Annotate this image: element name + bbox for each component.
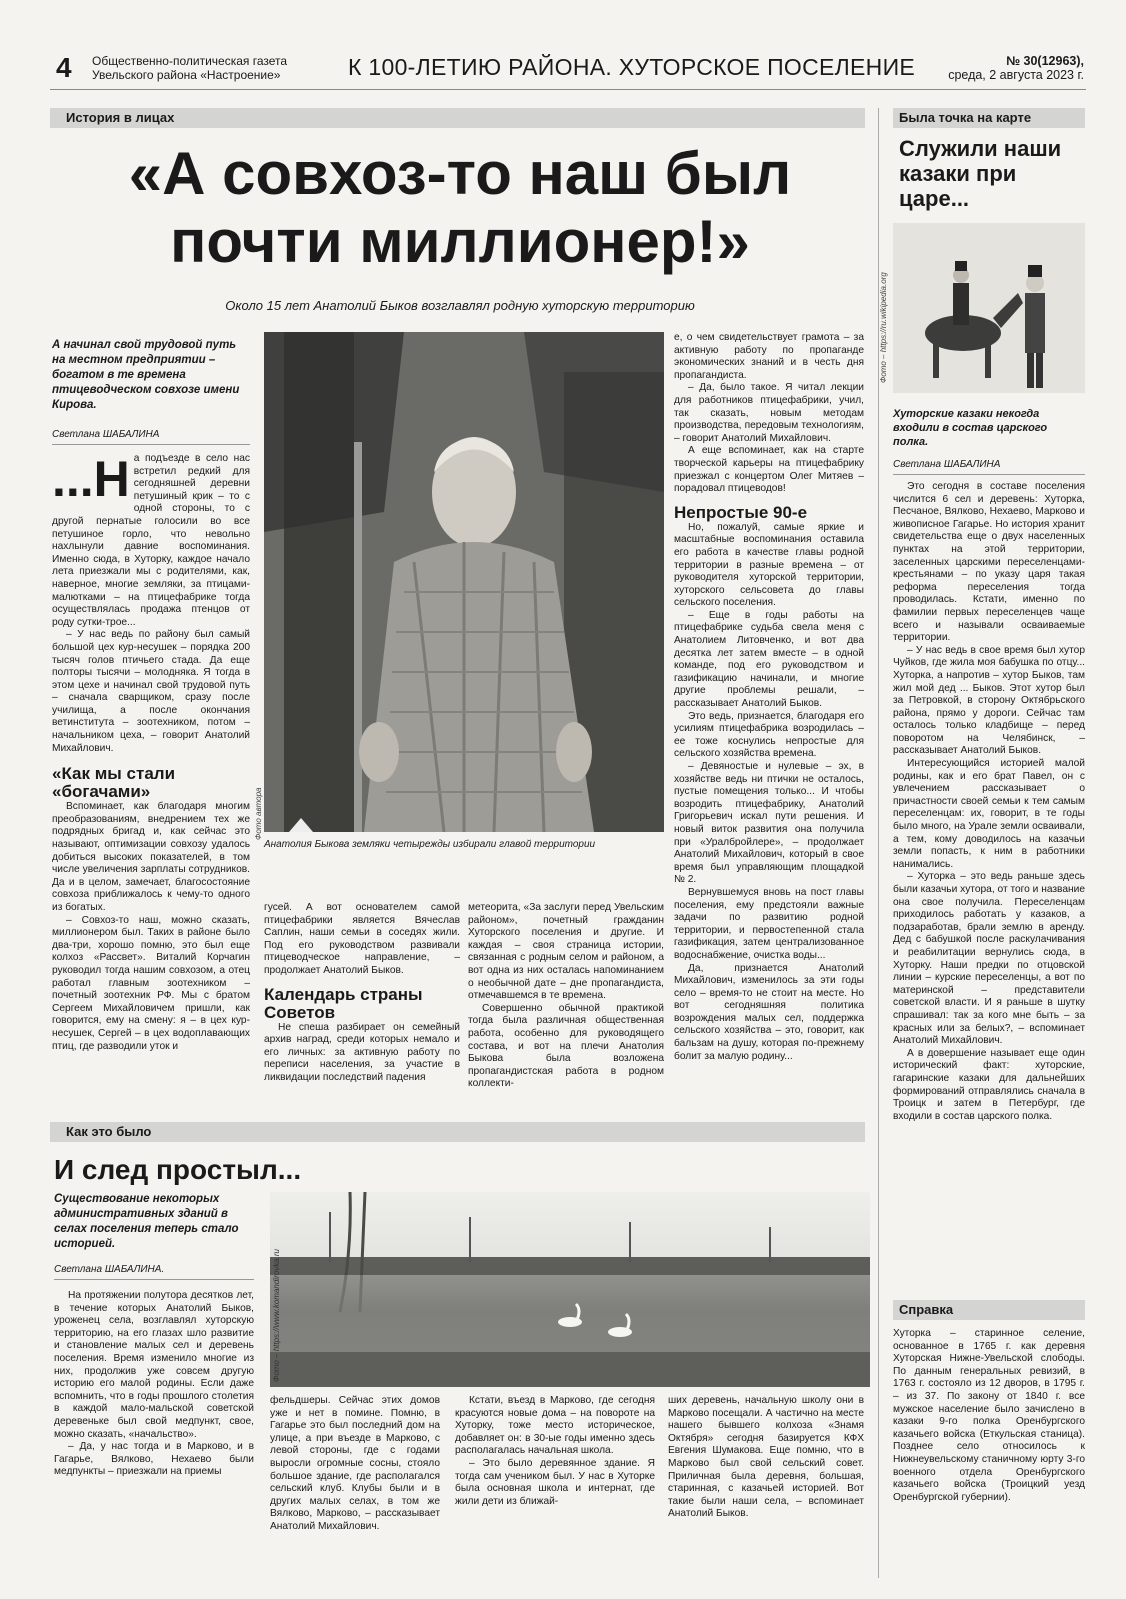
cossack-credit: Фото – https://ru.wikipedia.org: [879, 272, 888, 383]
page-number: 4: [56, 52, 72, 83]
second-rubric: Как это было: [50, 1122, 865, 1142]
cossack-photo: [879, 223, 1085, 393]
page-header: [50, 50, 1086, 90]
portrait-illustration: [264, 332, 664, 832]
paper-name: Общественно-политическая газета Увельского района «Настроение»: [92, 54, 288, 82]
main-intro: ...Н а подъезде в село нас встретил редкий для сегодняшней деревни петушиный крик – то с одной стороны, то с другой пернатые голосили во все петушиное горло, что невольно нахлынули давние воспоминания. Именно сюда, в Хуторку, каждое начало лета приезжали мы с родителями, как, наверное, многие земляки, за птицами-малютками – на птицефабрике тогда осуществлялась продажа птенцов от роду сутки-трое...: [52, 451, 250, 628]
second-lead-column: Существование некоторых административных зданий в селах поселения теперь стало историей. Светлана ШАБАЛИНА. На протяжении полутора десятков лет, в течение которых Анатолий Быков, уроженец села, возглавлял хуторскую территорию, на его глазах шло развитие и становление малых сел и деревень поселения. Время изменило многие из них, продолжив уже совсем другую историю его малой родины. Если даже вспомнить, что в годы прошлого столетия в каждой мало-мальской советской деревеньке был свой медпункт, свое, можно сказать, «начальство». – Да, у нас тогда и в Марково, и в Гагарье, Вялково, Нехаево были медпункты – приезжали на приемы: [54, 1193, 254, 1478]
portrait-credit: Фото автора: [254, 787, 263, 840]
photo-watermark-icon: [289, 818, 313, 832]
main-column-3: е, о чем свидетельствует грамота – за активную работу по пропаганде экономических знаний и в честь дня пропагандиста. – Да, было такое. Я читал лекции для работников птицефабрики, учил, так сказать, новым методам производства, передовым технологиям, – говорит Анатолий Михайлович. А еще вспоминает, как на старте творческой карьеры на птицефабрику приезжал с концертом Олег Митяев – порадовал птицеводов! Непростые 90-е Но, пожалуй, самые яркие и масштабные воспоминания оставила его работа в качестве главы родной территории в разные времена – от руководителя хуторской территории, хуторского сельсовета до главы сельского поселения. – Еще в годы работы на птицефабрике судьба свела меня с Анатолием Литовченко, и вот два десятка лет затем вместе – в одной команде, под его руководством и газификацию начинали, и многие другие проблемы решали, – рассказывает Анатолий Быков. Это ведь, признается, благодаря его усилиям птицефабрика возродилась – ее тоже коснулись непростые для сельского хозяйства времена. – Девяностые и нулевые – эх, в хозяйстве ведь ни птички не осталось, пустые помещения только... И чтобы возродить птицефабрику, Анатолий Григорьевич искал пути решения. И новый виток развития она получила при «Уралбройлере», – продолжает Анатолий Михайлович, который в свое время был управляющим площадкой № 2. Вернувшемуся вновь на пост главы поселения, ему предстояли важные задачи по развитию родной территории, и первостепенной стала газификация, затем централизованное водоснабжение, очистка воды... Да, признается Анатолий Михайлович, изменилось за эти годы село – время-то не стоит на месте. Но вот сегодняшняя политика возрождения малых сел, поддержка сельского хозяйства – это, говорит, как бальзам на душу, которая по-прежнему болит за малую родину...: [674, 332, 864, 1062]
cossack-illustration: [893, 223, 1085, 393]
portrait-caption: Анатолия Быкова земляки четырежды избирали главой территории: [264, 839, 596, 850]
main-headline: «А совхоз-то наш был почти миллионер!»: [128, 140, 792, 275]
main-subheadline: Около 15 лет Анатолий Быков возглавлял родную хуторскую территорию: [225, 298, 695, 313]
second-column-2: фельдшеры. Сейчас этих домов уже и нет в помине. Помню, в Гагарье это был последний дом на улице, а при въезде в Марково, с левой стороны, где с годами выросли огромные сосны, стояло большое здание, где располагался сельский клуб. Клубы были и в других малых селах, в том же Вялково, Марково, – рассказывает Анатолий Михайлович.: [270, 1395, 440, 1532]
main-rubric: История в лицах: [50, 108, 865, 128]
main-lead: А начинал свой трудовой путь на местном предприятии – богатом в те времена птицеводческом совхозе имени Кирова.: [52, 339, 240, 411]
main-author: Светлана ШАБАЛИНА: [52, 429, 250, 445]
second-headline: И след простыл...: [54, 1154, 302, 1185]
swans-credit: Фото – https://www.komandirovka.ru: [272, 1249, 281, 1382]
second-column-3: Кстати, въезд в Марково, где сегодня красуются новые дома – на повороте на Хуторку, тоже место историческое, добавляет он: в 30-ые годы именно здесь располагалась начальная школа. – Это было деревянное здание. Я тогда сам учеником был. У нас в Хуторке была основная школа и интернат, где жили дети из ближай-: [455, 1395, 655, 1507]
sidebar-headline: Служили наши казаки при царе...: [899, 136, 1062, 211]
second-column-4: ших деревень, начальную школу они в Марково посещали. А частично на месте нашего бывшего колхоза «Знамя Октября» сегодня базируется КФХ Евгения Шумакова. Еще помню, что в Марково был свой сельский совет. Приличная была деревня, большая, старинная, с казачьей историей. Вот такие были наши села, – вспоминает Анатолий Быков.: [668, 1395, 864, 1520]
second-lead: Существование некоторых административных зданий в селах поселения теперь стало историей.: [54, 1193, 239, 1250]
sidebar-rubric: Была точка на карте: [893, 108, 1085, 128]
sidebar-author: Светлана ШАБАЛИНА: [893, 459, 1085, 475]
column-divider: [878, 108, 879, 1578]
second-author: Светлана ШАБАЛИНА.: [54, 1264, 254, 1280]
swans-photo: [270, 1192, 870, 1387]
reference-rubric: Справка: [893, 1300, 1085, 1320]
main-column-1: А начинал свой трудовой путь на местном предприятии – богатом в те времена птицеводческом совхозе имени Кирова. Светлана ШАБАЛИНА ...Н а подъезде в село нас встретил редкий для сегодняшней деревни петушиный крик – то с одной стороны, то с другой пернатые голосили во все петушиное горло, что невольно нахлынули давние воспоминания. Именно сюда, в Хуторку, каждое начало лета приезжали мы с родителями, как, наверное, многие земляки, за птицами-малютками – на птицефабрике тогда осуществлялась продажа птенцов от роду сутки-трое... – У нас ведь по району был самый большой цех кур-несушек – порядка 200 тысяч голов птичьего стада. Да еще полторы тысячи – молодняка. Я тогда в этом цехе и начинал свой трудовой путь – сначала сварщиком, сразу после училища, а после окончания ветинститута – зоотехником, потом – начальником цеха, – говорит Анатолий Михайлович. «Как мы стали «богачами» Вспоминает, как благодаря многим преобразованиям, внедрением тех же подрядных бригад и, как сейчас это называют, оптимизации совхозу удалось добиться высоких показателей, в том числе увеличения зарплаты сотрудников. Да и в целом, замечает, благосостояние совхоза приближалось к чему-то одного из богатых. – Совхоз-то наш, можно сказать, миллионером был. Таких в районе было два-три, хорошо помню, это был еще колхоз «Рассвет». Виталий Корчагин руководил тогда нашим совхозом, а отец работал главным зоотехником – почетный зоотехник РФ. Мы с братом Сергеем Михайловичем пришли, как говорится, ему на смену: я – в цех кур-несушек, Сергей – в цех водоплавающих птиц, где разводили уток и: [52, 339, 250, 1052]
lake-illustration: [270, 1192, 870, 1387]
portrait-photo: [264, 332, 664, 832]
main-column-2-lower: гусей. А вот основателем самой птицефабрики является Вячеслав Саплин, наши семьи в соседях жили. Под его руководством развивали птицеводческое направление, – продолжает Анатолий Быков. Календарь страны Советов Не спеша разбирает он семейный архив наград, среди которых немало и его личных: за активную работу по переписи населения, за участие в ликвидации последствий падения: [264, 902, 460, 1083]
sidebar-caption: Хуторские казаки некогда входили в состав царского полка.: [893, 408, 1048, 448]
dropcap: ...Н: [52, 451, 130, 507]
issue-info: № 30(12963), среда, 2 августа 2023 г.: [948, 54, 1084, 82]
section-title: К 100-ЛЕТИЮ РАЙОНА. ХУТОРСКОЕ ПОСЕЛЕНИЕ: [348, 54, 916, 80]
subheading-90s: Непростые 90-е: [674, 502, 808, 522]
reference-text: Хуторка – старинное селение, основанное в 1765 г. как деревня Хуторская Нижне-Увельской слободы. По данным генеральных ревизий, в 1763 г. состояло из 12 дворов, в 1795 г. – из 37. По закону от 1840 г. все мужское население было зачислено в казаки 9-го полка Оренбургского казачьего войска (Еткульская станица). Позднее село относилось к Нижнеувельскому станичному юрту 3-го военного отдела Оренбургского казачьего войска (Троицкий уезд Оренбургской губернии).: [893, 1328, 1085, 1503]
main-column-3-lower: метеорита, «За заслуги перед Увельским районом», почетный гражданин Хуторского поселения и другие. И каждая – своя страница истории, связанная с родным селом и районом, а вот одна из них осталась напоминанием о необычной дате – дне пропагандиста, отмечавшемся в те времена. Совершенно обычной практикой тогда была различная общественная работа, особенно для руководящего состава, и вот на плечи Анатолия Быкова была возложена пропагандистская работа в родном коллекти-: [468, 902, 664, 1090]
subheading-calendar: Календарь страны Советов: [264, 984, 423, 1022]
sidebar: Служили наши казаки при царе... Фото – https://ru.wikipedia.org Хуторские казаки некогда входили в состав царского полка. Светлана ШАБАЛИНА Это сегодня в составе поселения числится 6 сел и деревень: Хуторка, Песчаное, Вялково, Нехаево, Марково и живописное Гагарье. Но история хранит свидетельства еще о двух населенных пунктах на этой территории, заселенных царскими переселенцами-крестьянами – по указу царя такая реформа переселения тогда проводилась. Кстати, именно по фамилии первых переселенцев чаще всего и называли осваиваемые территории. – У нас ведь в свое время был хутор Чуйков, где жила моя бабушка по отцу... Хуторка, а напротив – хутор Быков, там жил мой дед ... Быков. Этот хутор был за Петровкой, в сторону Октябрьского района, прямо у дороги. Сейчас там осталось только кладбище – перед поворотом на Челябинск, – рассказывает Анатолий Быков. Интересующийся историей малой родины, как и его брат Павел, он с увлечением рассказывает о причастности своей семьи к тем самым переселенцам: их, говорит, в те годы было много, на Урале земли осваивали, а тем, кому доводилось на казачьи земли попасть, к ним в работники нанимались. – Хуторка – это ведь раньше здесь были казачьи хутора, от того и название она свое получила. Переселенцам приходилось работать у казаков, а подзаработав, брали землю в аренду. Дед с бабушкой после раскулачивания и реабилитации вернулись сюда, в Хуторку. Наши предки по отцовской линии – курские переселенцы, а вот по материнской – представители советской власти. И я раньше в шутку спрашивал: так за кого мне быть – за красных или за белых?, – вспоминает Анатолий Михайлович. А в довершение называет еще один исторический факт: хуторские, гагаринские казаки для дальнейших формирований отправлялись сначала в Троицк и затем в Петербург, где входили в состав царского полка.: [879, 136, 1085, 1122]
subheading-rich: «Как мы стали «богачами»: [52, 764, 176, 802]
